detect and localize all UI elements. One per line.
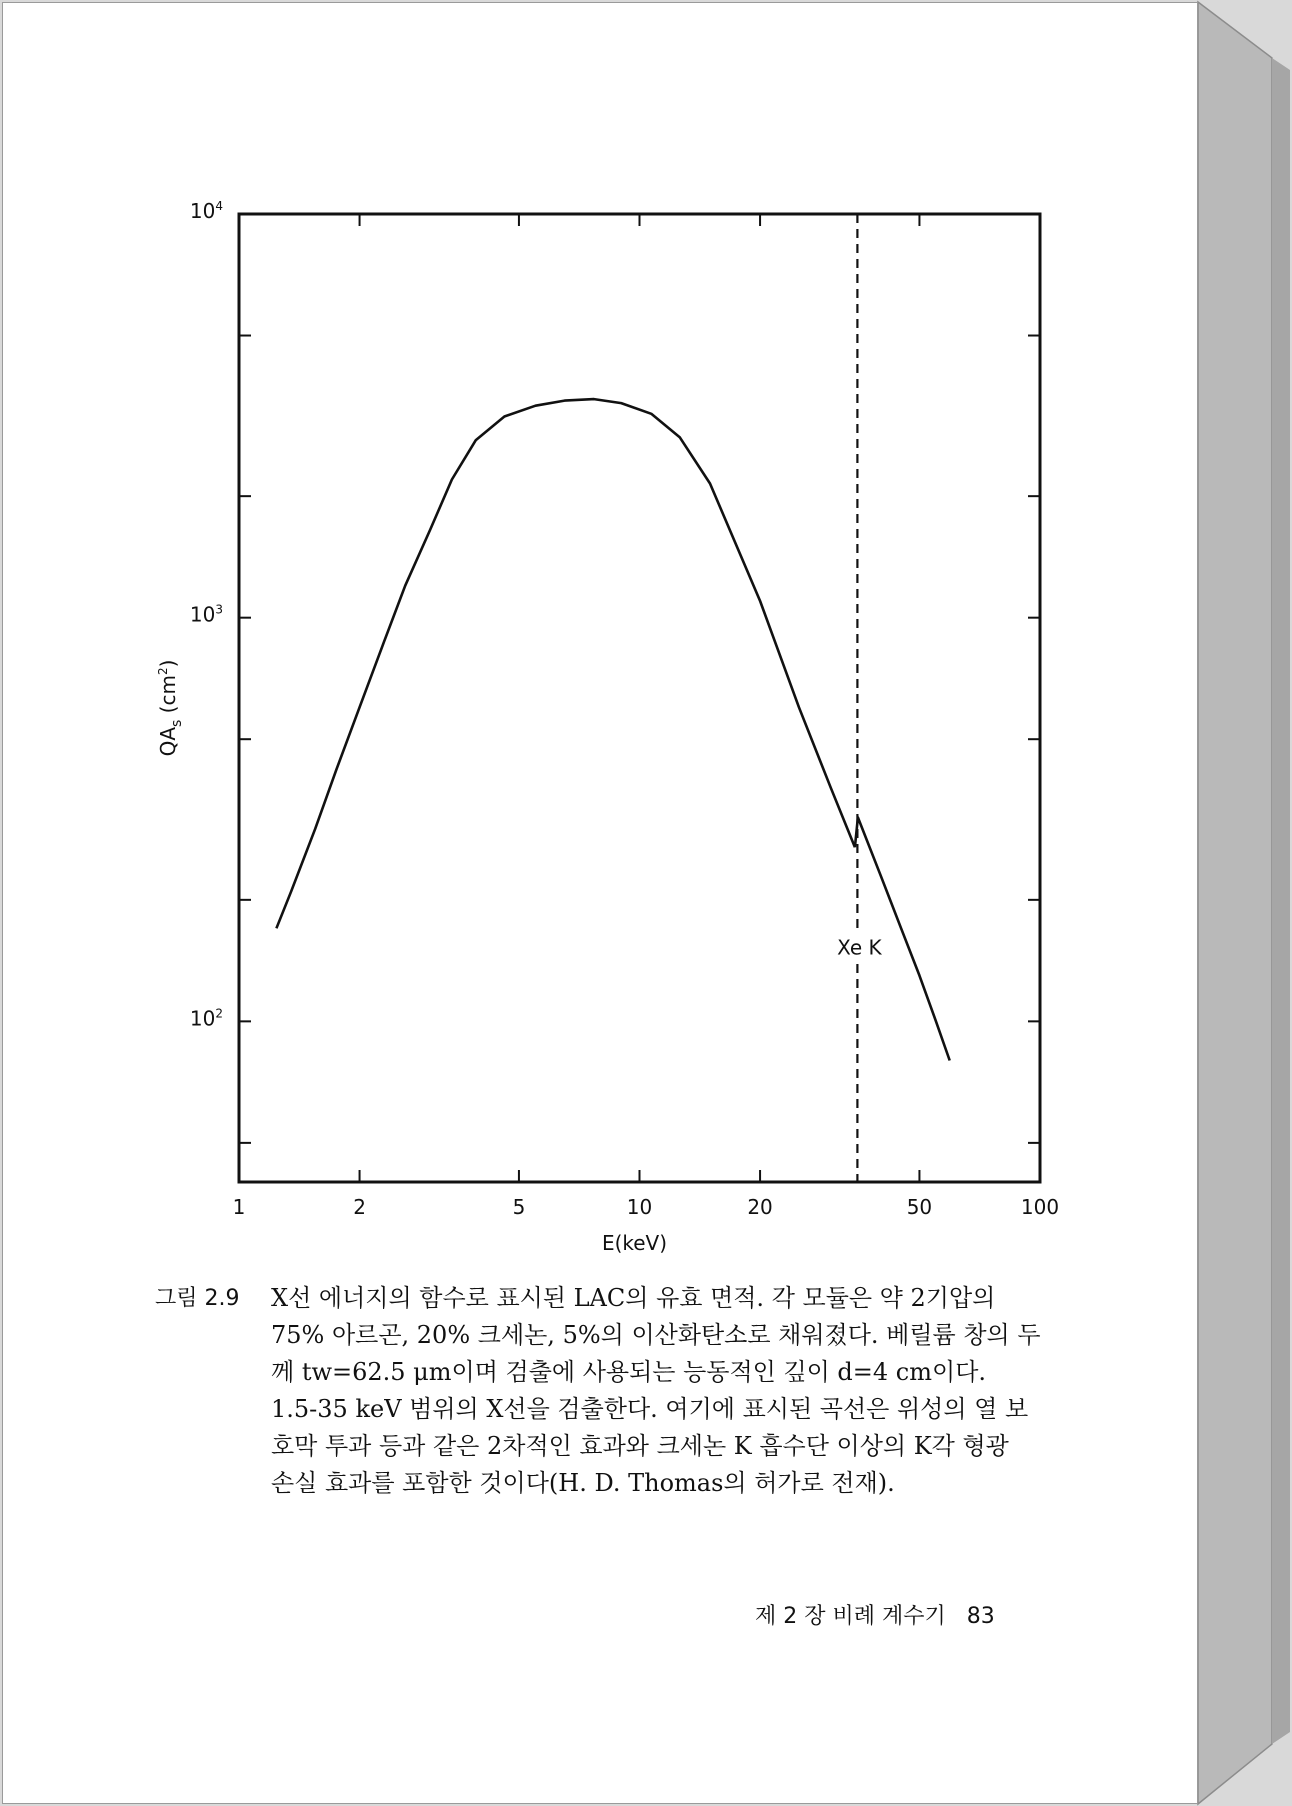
y-tick-label: $10^3$ <box>189 602 223 627</box>
figure-label: 그림 2.9 <box>155 1286 240 1311</box>
x-tick-label: 2 <box>353 1195 366 1219</box>
y-tick-label: $10^4$ <box>189 199 223 223</box>
caption-line: 호막 투과 등과 같은 2차적인 효과와 크세논 K 흡수단 이상의 K각 형광 <box>271 1432 1009 1460</box>
caption-line: 손실 효과를 포함한 것이다(H. D. Thomas의 허가로 전재). <box>271 1469 895 1497</box>
chapter-title: 제 2 장 비례 계수기 <box>755 1604 946 1629</box>
caption-line: X선 에너지의 함수로 표시된 LAC의 유효 면적. 각 모듈은 약 2기압의 <box>271 1284 996 1312</box>
caption-line: 께 tw=62.5 μm이며 검출에 사용되는 능동적인 깊이 d=4 cm이다. <box>271 1358 987 1386</box>
x-tick-label: 5 <box>512 1195 526 1219</box>
xe-k-annotation: Xe K <box>837 935 882 960</box>
caption-line: 1.5-35 keV 범위의 X선을 검출한다. 여기에 표시된 곡선은 위성의 열 보 <box>271 1395 1029 1423</box>
caption-text <box>271 1280 1057 1502</box>
x-axis-title: E(keV) <box>601 1231 668 1255</box>
x-tick-label: 100 <box>1020 1195 1060 1219</box>
series-curve <box>276 399 855 928</box>
figure-chart <box>3 3 1199 1273</box>
x-tick-label: 20 <box>747 1195 773 1219</box>
y-axis-title: $QA_s$ $(cm^2)$ <box>156 659 185 757</box>
book-page <box>2 2 1198 1804</box>
caption-line: 75% 아르곤, 20% 크세논, 5%의 이산화탄소로 채워졌다. 베릴륨 창의 두 <box>271 1321 1041 1349</box>
x-tick-label: 10 <box>626 1195 653 1219</box>
page-footer <box>755 1599 995 1630</box>
y-tick-label: $10^2$ <box>189 1006 223 1031</box>
x-tick-label: 50 <box>906 1195 933 1219</box>
plot-frame <box>239 214 1040 1182</box>
x-tick-label: 1 <box>232 1195 246 1219</box>
page-number: 83 <box>966 1604 995 1629</box>
